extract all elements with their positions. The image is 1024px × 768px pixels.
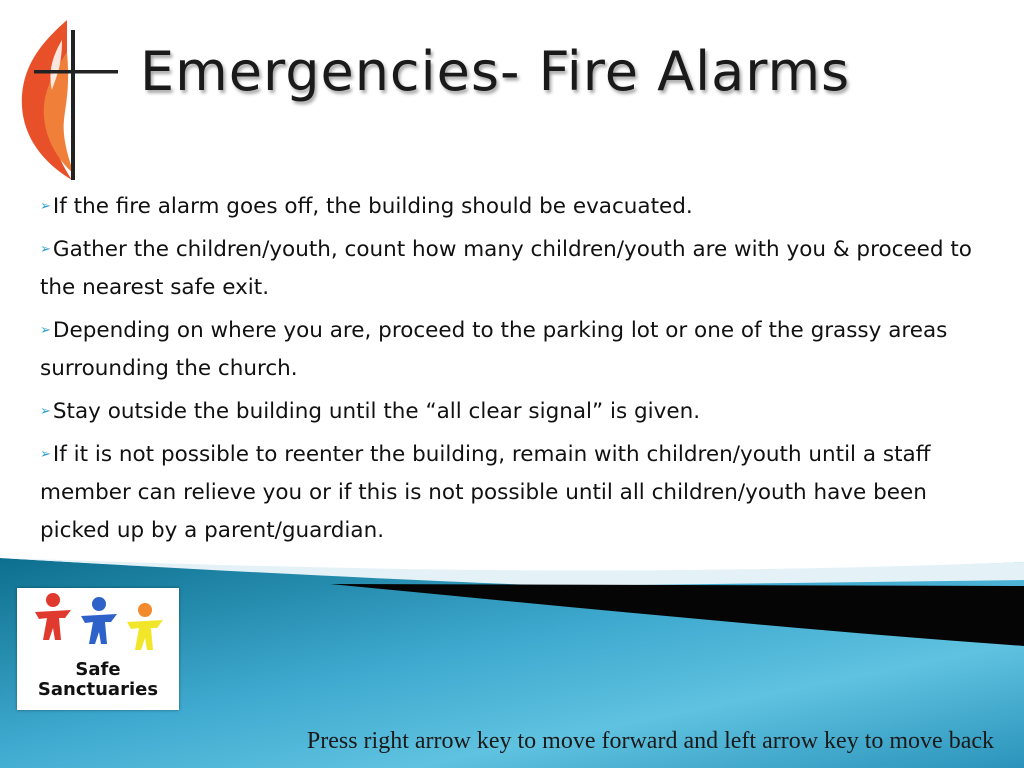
bullet-item xyxy=(40,312,990,388)
safe-sanctuaries-text xyxy=(17,660,179,700)
slide-title: Emergencies- Fire Alarms xyxy=(140,40,851,103)
arrow-bullet-icon: ➢ xyxy=(40,199,51,214)
arrow-bullet-icon: ➢ xyxy=(40,447,51,462)
logo-line-2: Sanctuaries xyxy=(37,679,159,700)
bullet-item xyxy=(40,188,990,226)
cross-flame-icon xyxy=(12,12,122,182)
bullet-item xyxy=(40,393,990,431)
bullet-item xyxy=(40,231,990,307)
children-figures-icon xyxy=(17,588,179,660)
arrow-bullet-icon: ➢ xyxy=(40,404,51,419)
arrow-bullet-icon: ➢ xyxy=(40,323,51,338)
bullet-item xyxy=(40,436,990,550)
navigation-hint: Press right arrow key to move forward and left arrow key to move back xyxy=(306,728,994,754)
logo-line-1: Safe xyxy=(75,659,121,680)
bullet-text: Gather the children/youth, count how many children/youth are with you & proceed to the nearest safe exit. xyxy=(40,237,972,300)
bullet-text: If it is not possible to reenter the building, remain with children/youth until a staff member can relieve you or if this is not possible until all children/youth have been picked up by a parent/guardian. xyxy=(40,442,931,543)
bullet-text: Depending on where you are, proceed to the parking lot or one of the grassy areas surrounding the church. xyxy=(40,318,948,381)
safe-sanctuaries-logo xyxy=(17,588,179,710)
bullet-list xyxy=(40,188,990,555)
bullet-text: Stay outside the building until the “all clear signal” is given. xyxy=(52,399,701,424)
bullet-text: If the fire alarm goes off, the building should be evacuated. xyxy=(52,194,693,219)
arrow-bullet-icon: ➢ xyxy=(40,242,51,257)
